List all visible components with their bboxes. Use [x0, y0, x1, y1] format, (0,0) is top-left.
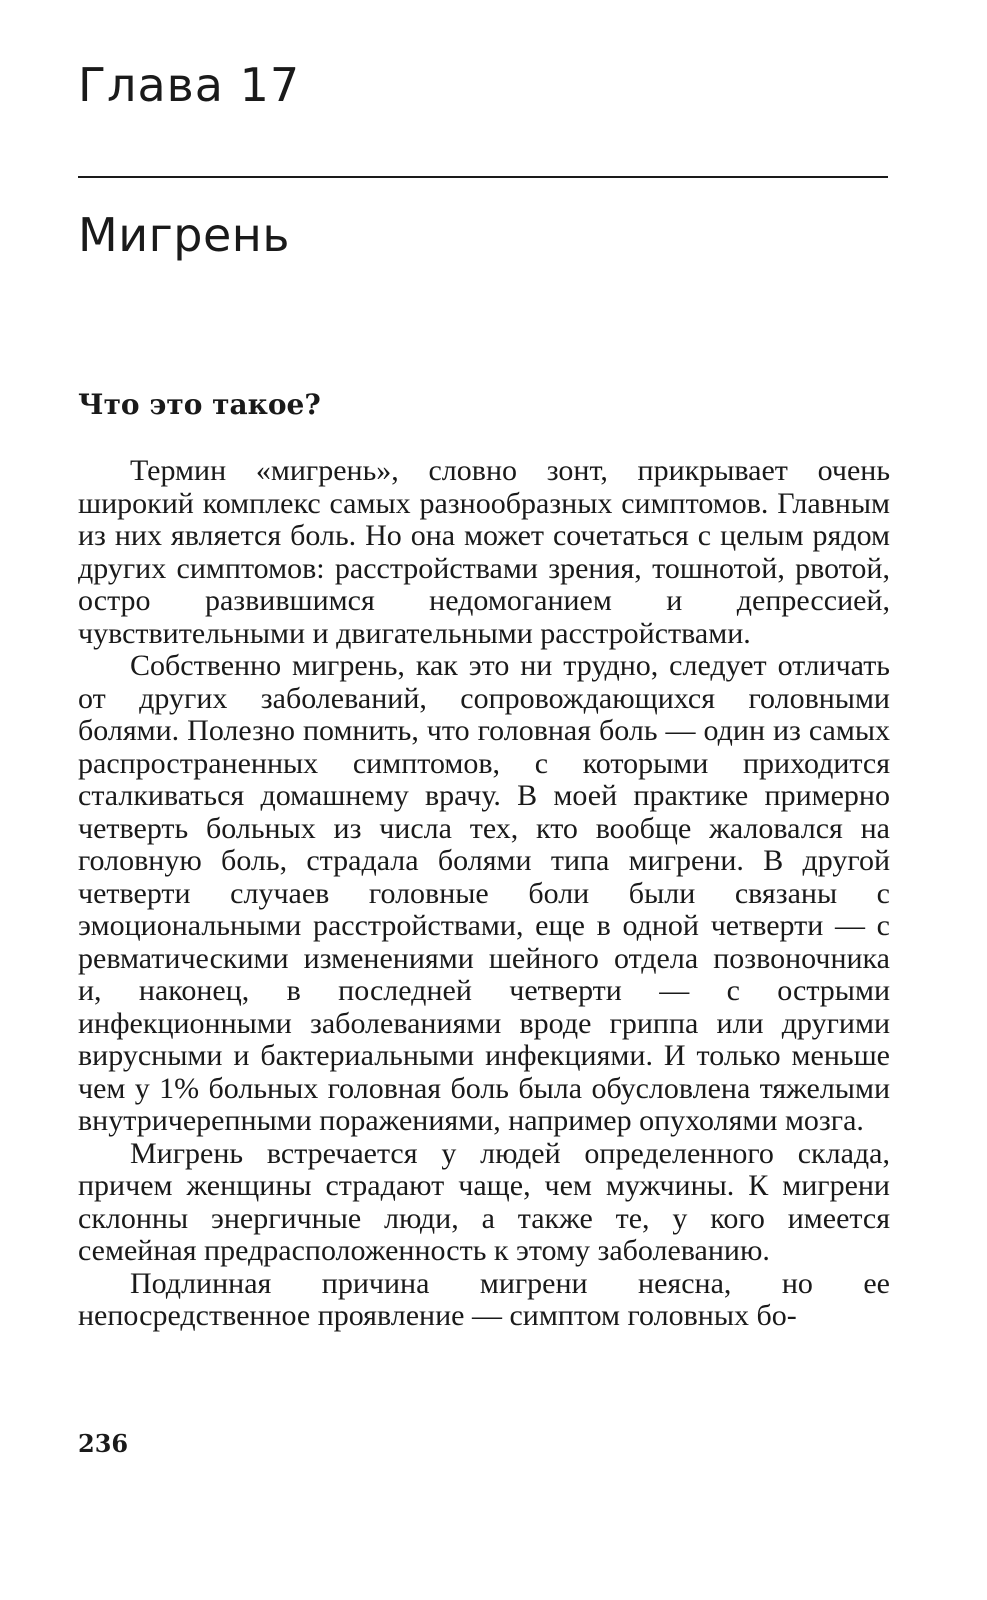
paragraph: Мигрень встречается у людей определенного склада, причем женщины страдают чаще, чем мужчины. К мигрени склонны энергичные люди, а также те, у кого имеется семейная предрасположенность к этому заболеванию.	[78, 1136, 890, 1267]
paragraph: Подлинная причина мигрени неясна, но ее непосредственное проявление — симптом головных бо-	[78, 1266, 890, 1332]
paragraph: Термин «мигрень», словно зонт, прикрывает очень широкий комплекс самых разнообразных симптомов. Главным из них является боль. Но она может сочетаться с целым рядом других симптомов: расстройствами зрения, тошнотой, рвотой, остро развившимся недомоганием и депрессией, чувствительными и двигательными расстройствами.	[78, 454, 890, 650]
chapter-title: Мигрень	[78, 208, 290, 262]
section-heading: Что это такое?	[78, 388, 321, 421]
paragraph: Собственно мигрень, как это ни трудно, следует отличать от других заболеваний, сопровождающихся головными болями. Полезно помнить, что головная боль — один из самых распространенных симптомов, с которыми приходится сталкиваться домашнему врачу. В моей практике примерно четверть больных из числа тех, кто вообще жаловался на головную боль, страдала болями типа мигрени. В другой четверти случаев головные боли были связаны с эмоциональными расстройствами, еще в одной четверти — с ревматическими изменениями шейного отдела позвоночника и, наконец, в последней четверти — с острыми инфекционными заболеваниями вроде гриппа или другими вирусными и бактериальными инфекциями. И только меньше чем у 1% больных головная боль была обусловлена тяжелыми внутричерепными поражениями, например опухолями мозга.	[78, 649, 890, 1137]
chapter-label: Глава 17	[78, 58, 301, 112]
body-text	[78, 455, 890, 1333]
chapter-divider	[78, 176, 888, 178]
page-number: 236	[78, 1429, 129, 1458]
